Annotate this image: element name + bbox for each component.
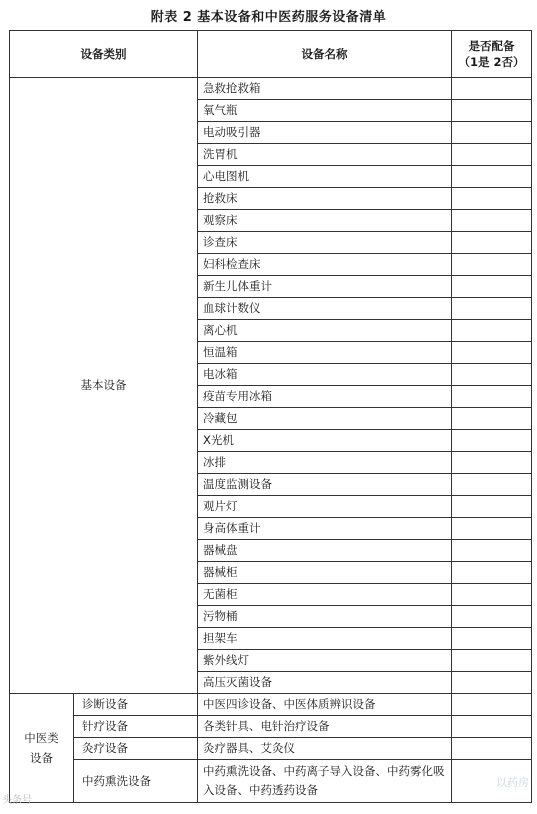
watermark-left: 头条号	[2, 795, 32, 806]
config-cell[interactable]	[452, 452, 532, 474]
config-cell[interactable]	[452, 210, 532, 232]
subcategory: 灸疗设备	[74, 738, 198, 760]
config-cell[interactable]	[452, 78, 532, 100]
config-cell[interactable]	[452, 562, 532, 584]
config-cell[interactable]	[452, 496, 532, 518]
config-cell[interactable]	[452, 738, 532, 760]
equipment-name: 急救抢救箱	[198, 78, 452, 100]
equipment-name: 紫外线灯	[198, 650, 452, 672]
config-cell[interactable]	[452, 408, 532, 430]
config-cell[interactable]	[452, 474, 532, 496]
table-row	[10, 694, 532, 716]
config-cell[interactable]	[452, 276, 532, 298]
config-cell[interactable]	[452, 606, 532, 628]
config-cell[interactable]	[452, 716, 532, 738]
config-cell[interactable]	[452, 232, 532, 254]
config-cell[interactable]	[452, 342, 532, 364]
equipment-name: 中医四诊设备、中医体质辨识设备	[198, 694, 452, 716]
config-cell[interactable]	[452, 166, 532, 188]
subcategory: 针疗设备	[74, 716, 198, 738]
equipment-name: 抢救床	[198, 188, 452, 210]
equipment-name: 氧气瓶	[198, 100, 452, 122]
table-body	[10, 78, 532, 803]
config-cell[interactable]	[452, 694, 532, 716]
equipment-name: 身高体重计	[198, 518, 452, 540]
config-cell[interactable]	[452, 584, 532, 606]
equipment-name: 各类针具、电针治疗设备	[198, 716, 452, 738]
equipment-name: 观片灯	[198, 496, 452, 518]
config-cell[interactable]	[452, 298, 532, 320]
category-tcm-line2: 设备	[30, 751, 53, 765]
config-cell[interactable]	[452, 364, 532, 386]
equipment-name: 无菌柜	[198, 584, 452, 606]
equipment-name: 疫苗专用冰箱	[198, 386, 452, 408]
subcategory: 诊断设备	[74, 694, 198, 716]
config-cell[interactable]	[452, 386, 532, 408]
header-category: 设备类别	[10, 31, 198, 78]
config-cell[interactable]	[452, 518, 532, 540]
equipment-name: 灸疗器具、艾灸仪	[198, 738, 452, 760]
equipment-name: 电动吸引器	[198, 122, 452, 144]
config-cell[interactable]	[452, 254, 532, 276]
config-cell[interactable]	[452, 650, 532, 672]
equipment-name: 冷藏包	[198, 408, 452, 430]
category-tcm-line1: 中医类	[24, 731, 59, 745]
equipment-name: 冰排	[198, 452, 452, 474]
equipment-name: 新生儿体重计	[198, 276, 452, 298]
config-cell[interactable]	[452, 628, 532, 650]
config-cell[interactable]	[452, 100, 532, 122]
header-config	[452, 31, 532, 78]
equipment-name: 中药熏洗设备、中药离子导入设备、中药雾化吸入设备、中药透药设备	[198, 760, 452, 803]
config-cell[interactable]	[452, 122, 532, 144]
table-row	[10, 716, 532, 738]
category-basic: 基本设备	[10, 78, 198, 694]
config-cell[interactable]	[452, 144, 532, 166]
equipment-name: 担架车	[198, 628, 452, 650]
header-config-line2: （1是 2否）	[458, 55, 525, 69]
config-cell[interactable]	[452, 188, 532, 210]
equipment-name: 恒温箱	[198, 342, 452, 364]
equipment-name: 洗胃机	[198, 144, 452, 166]
table-row	[10, 760, 532, 803]
header-config-line1: 是否配备	[468, 39, 515, 53]
header-name: 设备名称	[198, 31, 452, 78]
equipment-name: 离心机	[198, 320, 452, 342]
equipment-name: 妇科检查床	[198, 254, 452, 276]
equipment-name: 器械盘	[198, 540, 452, 562]
equipment-name: X光机	[198, 430, 452, 452]
table-header-row	[10, 31, 532, 78]
equipment-name: 温度监测设备	[198, 474, 452, 496]
equipment-name: 电冰箱	[198, 364, 452, 386]
table-row	[10, 78, 532, 100]
subcategory: 中药熏洗设备	[74, 760, 198, 803]
table-row	[10, 738, 532, 760]
config-cell[interactable]	[452, 320, 532, 342]
equipment-name: 观察床	[198, 210, 452, 232]
equipment-name: 心电图机	[198, 166, 452, 188]
watermark-right: 以药房	[496, 776, 529, 789]
page-title: 附表 2 基本设备和中医药服务设备清单	[150, 10, 387, 25]
equipment-table	[9, 30, 532, 803]
equipment-name: 诊查床	[198, 232, 452, 254]
config-cell[interactable]	[452, 540, 532, 562]
config-cell[interactable]	[452, 430, 532, 452]
equipment-name: 血球计数仪	[198, 298, 452, 320]
equipment-name: 高压灭菌设备	[198, 672, 452, 694]
config-cell[interactable]	[452, 672, 532, 694]
equipment-name: 器械柜	[198, 562, 452, 584]
category-tcm	[10, 694, 74, 803]
equipment-name: 污物桶	[198, 606, 452, 628]
